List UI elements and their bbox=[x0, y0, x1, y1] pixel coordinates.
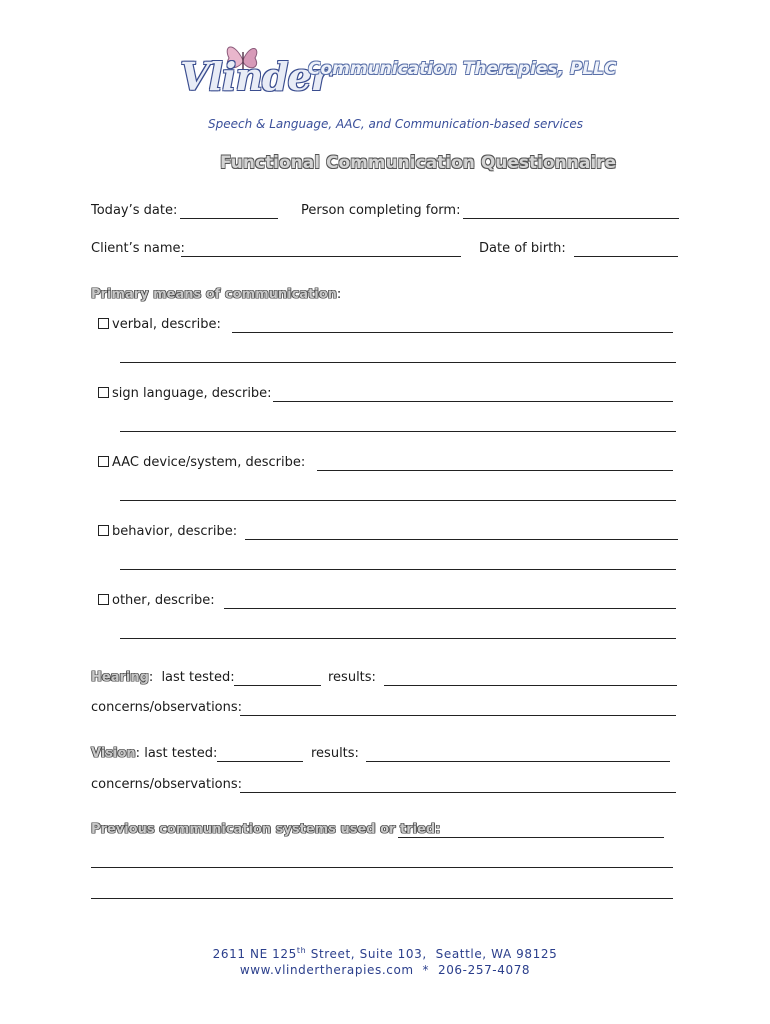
person-completing-field[interactable] bbox=[463, 218, 679, 219]
footer-contact: www.vlindertherapies.com * 206-257-4078 bbox=[239, 963, 531, 977]
other-checkbox[interactable] bbox=[98, 594, 109, 605]
option-label: AAC device/system, describe: bbox=[112, 455, 306, 470]
behavior-describe-field-2[interactable] bbox=[120, 569, 676, 570]
logo-text: Vlinder bbox=[180, 54, 330, 99]
todays-date-field[interactable] bbox=[180, 218, 278, 219]
vision-concerns-field[interactable] bbox=[240, 792, 676, 793]
option-behavior bbox=[98, 524, 237, 539]
hearing-results-label: results: bbox=[328, 670, 376, 685]
vision-last-tested-label: last tested: bbox=[144, 746, 218, 761]
hearing-results-field[interactable] bbox=[384, 685, 677, 686]
sign-language-describe-field-2[interactable] bbox=[120, 431, 676, 432]
option-label: verbal, describe: bbox=[112, 317, 221, 332]
hearing-concerns-label: concerns/observations: bbox=[91, 700, 243, 715]
behavior-describe-field[interactable] bbox=[245, 539, 678, 540]
hearing-concerns-field[interactable] bbox=[240, 715, 676, 716]
option-label: behavior, describe: bbox=[112, 524, 238, 539]
company-name: Communication Therapies, PLLC bbox=[308, 59, 617, 79]
hearing-heading: Hearing bbox=[91, 670, 149, 685]
option-label: other, describe: bbox=[112, 593, 215, 608]
vision-colon: : bbox=[135, 746, 141, 761]
page-title: Functional Communication Questionnaire bbox=[220, 153, 617, 173]
footer-address-sup: th bbox=[296, 946, 307, 955]
person-completing-label: Person completing form: bbox=[301, 203, 461, 218]
option-other bbox=[98, 593, 215, 608]
previous-systems-field-2[interactable] bbox=[91, 867, 673, 868]
option-label: sign language, describe: bbox=[112, 386, 272, 401]
verbal-checkbox[interactable] bbox=[98, 318, 109, 329]
footer-address-prefix: 2611 NE 125 bbox=[212, 947, 297, 961]
previous-systems-field-3[interactable] bbox=[91, 898, 673, 899]
aac-describe-field-2[interactable] bbox=[120, 500, 676, 501]
vision-row bbox=[91, 746, 217, 761]
hearing-last-tested-field[interactable] bbox=[234, 685, 321, 686]
previous-systems-heading bbox=[91, 822, 440, 837]
option-sign-language bbox=[98, 386, 272, 401]
hearing-last-tested-label: last tested: bbox=[161, 670, 235, 685]
verbal-describe-field[interactable] bbox=[232, 332, 673, 333]
logo bbox=[178, 38, 330, 108]
date-of-birth-field[interactable] bbox=[574, 256, 678, 257]
aac-describe-field[interactable] bbox=[317, 470, 673, 471]
aac-checkbox[interactable] bbox=[98, 456, 109, 467]
client-name-field[interactable] bbox=[181, 256, 461, 257]
option-verbal bbox=[98, 317, 221, 332]
option-aac bbox=[98, 455, 305, 470]
vision-heading: Vision bbox=[91, 746, 136, 761]
sign-language-checkbox[interactable] bbox=[98, 387, 109, 398]
primary-means-heading-text: Primary means of communication bbox=[91, 287, 337, 302]
client-name-label: Client’s name: bbox=[91, 241, 185, 256]
vision-results-field[interactable] bbox=[366, 761, 670, 762]
footer-address bbox=[0, 946, 770, 961]
tagline: Speech & Language, AAC, and Communication-based services bbox=[208, 117, 584, 131]
verbal-describe-field-2[interactable] bbox=[120, 362, 676, 363]
hearing-colon: : bbox=[148, 670, 154, 685]
todays-date-label: Today’s date: bbox=[91, 203, 178, 218]
other-describe-field[interactable] bbox=[224, 608, 676, 609]
behavior-checkbox[interactable] bbox=[98, 525, 109, 536]
vision-last-tested-field[interactable] bbox=[217, 761, 303, 762]
previous-systems-field[interactable] bbox=[398, 837, 664, 838]
vision-concerns-label: concerns/observations: bbox=[91, 777, 243, 792]
date-of-birth-label: Date of birth: bbox=[479, 241, 566, 256]
primary-means-heading bbox=[91, 287, 341, 302]
footer-address-suffix: Street, Suite 103, Seattle, WA 98125 bbox=[306, 947, 558, 961]
sign-language-describe-field[interactable] bbox=[273, 401, 673, 402]
other-describe-field-2[interactable] bbox=[120, 638, 676, 639]
vision-results-label: results: bbox=[311, 746, 359, 761]
primary-means-colon: : bbox=[336, 287, 342, 302]
previous-systems-heading-text: Previous communication systems used or tried: bbox=[91, 822, 441, 837]
hearing-row bbox=[91, 670, 235, 685]
